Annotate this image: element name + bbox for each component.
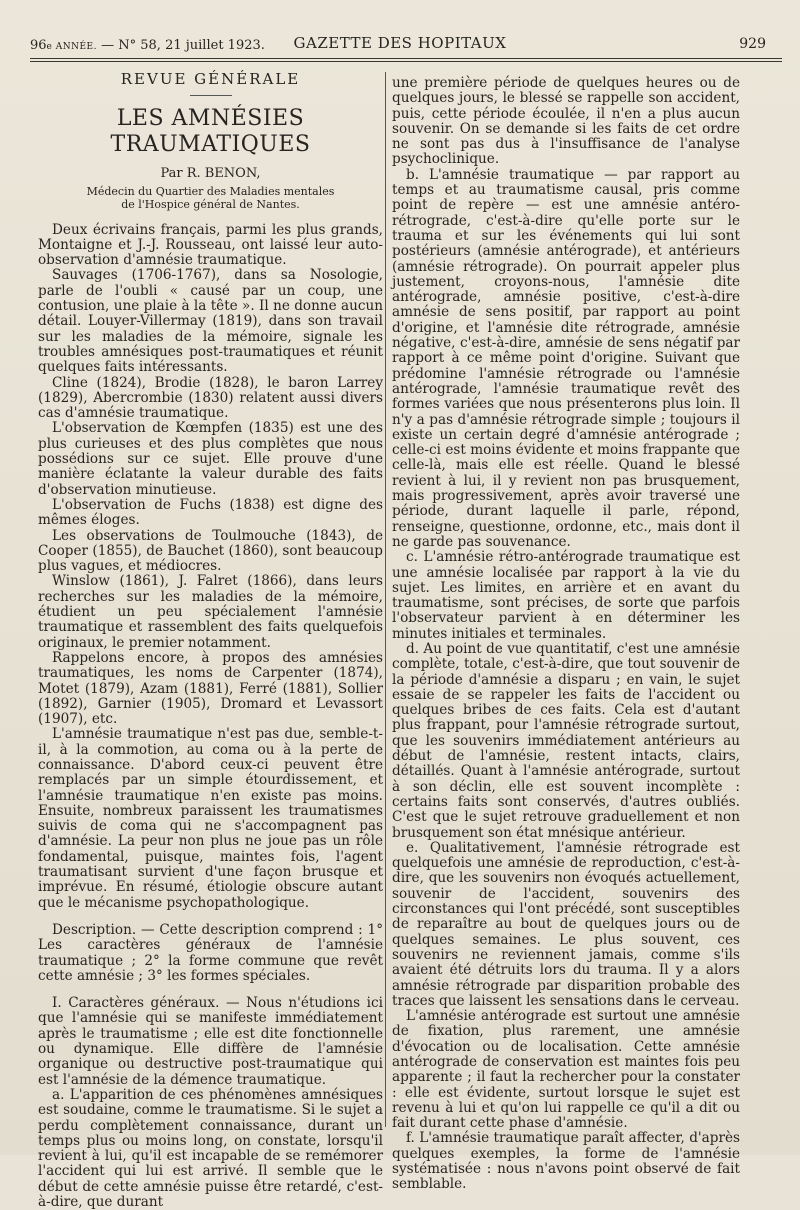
paragraph: L'observation de Kœmpfen (1835) est une des plus curieuses et des plus complètes que nous possédions sur ce sujet. Elle prouve d'une manière éclatante la valeur durable des faits d'observation minutieuse. [38, 420, 383, 498]
article-title: LES AMNÉSIES TRAUMATIQUES [110, 106, 311, 158]
author-affiliation [38, 185, 383, 211]
paragraph: L'observation de Fuchs (1838) est digne des mêmes éloges. [38, 496, 383, 529]
right-column [392, 76, 740, 1193]
issue-date: — N° 58, 21 juillet 1923. [101, 38, 265, 53]
paragraph-description: Description. — Cette description comprend : 1° Les caractères généraux de l'amnésie traumatique ; 2° la forme commune que revêt cette amnésie ; 3° les formes spéciales. [38, 921, 383, 984]
left-column [38, 72, 383, 1210]
header-rule-top [30, 58, 782, 59]
journal-name: GAZETTE DES HOPITAUX [293, 34, 507, 52]
paragraph: Winslow (1861), J. Falret (1866), dans leurs recherches sur les maladies de la mémoire, étudient un peu spécialement l'amnésie traumatique et rassemblent des faits quelquefois originaux, le premier notamment. [38, 573, 383, 651]
paragraph: Sauvages (1706-1767), dans sa Nosologie, parle de l'oubli « causé par un coup, une contusion, une plaie à la tête ». Il ne donne aucun détail. Louyer-Villermay (1819), dans son travail sur les maladies de la mémoire, signale les troubles amnésiques post-traumatiques et réunit quelques faits intéressants. [38, 267, 383, 376]
paragraph-general-characters: I. Caractères généraux. — Nous n'étudions ici que l'amnésie qui se manifeste immédiatement après le traumatisme ; elle est dite fonctionnelle ou dynamique. Elle diffère de l'amnésie organique ou destructive post-traumatique qui est l'amnésie de la démence traumatique. [38, 995, 383, 1088]
paragraph: d. Au point de vue quantitatif, c'est une amnésie complète, totale, c'est-à-dire, que tout souvenir de la période d'amnésie a disparu ; en vain, le sujet essaie de se rappeler les faits de l'accident ou quelques bribes de ces faits. Cela est d'autant plus frappant, pour l'amnésie rétrograde surtout, que les souvenirs immédiatement antérieurs au début de l'amnésie, restent intacts, clairs, détaillés. Quant à l'amnésie antérograde, surtout à son déclin, elle est souvent incomplète : certains faits sont conservés, d'autres oubliés. C'est que le sujet retrouve graduellement et non brusquement son état mnésique antérieur. [392, 640, 740, 841]
affiliation-line: de l'Hospice général de Nantes. [121, 197, 300, 211]
header-rule-bottom [30, 61, 782, 62]
paragraph: Cline (1824), Brodie (1828), le baron Larrey (1829), Abercrombie (1830) relatent aussi divers cas d'amnésie traumatique. [38, 374, 383, 422]
paragraph: Deux écrivains français, parmi les plus grands, Montaigne et J.-J. Rousseau, ont laissé leur auto-observation d'amnésie traumatique. [38, 221, 383, 269]
paragraph: c. L'amnésie rétro-antérograde traumatique est une amnésie localisée par rapport à la vie du sujet. Les limites, en arrière et en avant du traumatisme, sont précises, de sorte que parfois l'observateur parvient à en déterminer les minutes initiales et terminales. [392, 549, 740, 642]
paragraph: une première période de quelques heures ou de quelques jours, le blessé se rappelle son accident, puis, cette période écoulée, il n'en a plus aucun souvenir. On se demande si les faits de cet ordre ne sont pas dus à l'insuffisance de l'analyse psychoclinique. [392, 75, 740, 168]
article-author: Par R. BENON, [160, 166, 261, 182]
paragraph: L'amnésie traumatique n'est pas due, semble-t-il, à la commotion, au coma ou à la perte de connaissance. D'abord ceux-ci peuvent être remplacés par un simple étourdissement, et l'amnésie traumatique n'en existe pas moins. Ensuite, nombreux paraissent les traumatismes suivis de coma qui ne s'accompagnent pas d'amnésie. La peur non plus ne joue pas un rôle fondamental, puisque, maintes fois, l'agent traumatisant survient d'une façon brusque et imprévue. En résumé, étiologie obscure autant que le mécanisme psychopathologique. [38, 726, 383, 911]
edition-label: e ANNÉE. [46, 42, 97, 52]
affiliation-line: Médecin du Quartier des Maladies mentales [86, 184, 335, 198]
column-divider [385, 72, 386, 1127]
paragraph: a. L'apparition de ces phénomènes amnésiques est soudaine, comme le traumatisme. Si le sujet a perdu complètement connaissance, durant un temps plus ou moins long, on constate, lorsqu'il revient à lui, qu'il est incapable de se remémorer l'accident qui lui est arrivé. Il semble que le début de cette amnésie puisse être retardé, c'est-à-dire, que durant [38, 1086, 383, 1210]
paragraph: f. L'amnésie traumatique paraît affecter, d'après quelques exemples, la forme de l'amnésie systématisée : nous n'avons point observé de fait semblable. [392, 1130, 740, 1193]
paragraph: Rappelons encore, à propos des amnésies traumatiques, les noms de Carpenter (1874), Motet (1879), Azam (1881), Ferré (1881), Sollier (1892), Garnier (1905), Dromard et Levassort (1907), etc. [38, 649, 383, 728]
edition-number: 96 [30, 38, 47, 53]
page-number: 929 [739, 36, 766, 52]
paragraph: Les observations de Toulmouche (1843), de Cooper (1855), de Bauchet (1860), sont beaucoup plus vagues, et médiocres. [38, 527, 383, 575]
title-divider [190, 95, 232, 96]
paragraph: e. Qualitativement, l'amnésie rétrograde est quelquefois une amnésie de reproduction, c'est-à-dire, que les souvenirs non évoqués actuellement, souvenir de l'accident, souvenirs des circonstances qui l'ont précédé, sont susceptibles de reparaître au bout de quelques jours ou de quelques semaines. Le plus souvent, ces souvenirs ne reviennent jamais, comme s'ils avaient été détruits lors du trauma. Il y a alors amnésie rétrograde par disparition probable des traces que laissent les sensations dans le cerveau. [392, 839, 740, 1009]
paragraph: b. L'amnésie traumatique — par rapport au temps et au traumatisme causal, pris comme point de repère — est une amnésie antéro-rétrograde, c'est-à-dire qu'elle porte sur le trauma et sur les événements qui lui sont postérieurs (amnésie antérograde), et antérieurs (amnésie rétrograde). On pourrait appeler plus justement, croyons-nous, l'amnésie dite antérograde, amnésie positive, c'est-à-dire amnésie de sens positif, par rapport au point d'origine, et l'amnésie dite rétrograde, amnésie négative, c'est-à-dire, amnésie de sens négatif par rapport à ce même point d'origine. Suivant que prédomine l'amnésie rétrograde ou l'amnésie antérograde, l'amnésie traumatique revêt des formes variées que nous présenterons plus loin. Il n'y a pas d'amnésie rétrograde simple ; toujours il existe un certain degré d'amnésie antérograde ; celle-ci est moins évidente et moins frappante que celle-là, mais elle est réelle. Quand le blessé revient à lui, il y revient non pas brusquement, mais progressivement, après avoir traversé une période, durant laquelle il parle, répond, renseigne, questionne, ordonne, etc., mais dont il ne garde pas souvenance. [392, 166, 740, 550]
section-title: REVUE GÉNÉRALE [120, 70, 301, 88]
page-header [20, 32, 780, 54]
paragraph: L'amnésie antérograde est surtout une amnésie de fixation, plus rarement, une amnésie d'évocation ou de localisation. Cette amnésie antérograde de conservation est maintes fois peu apparente ; il faut la rechercher pour la constater : elle est évidente, surtout lorsque le sujet est revenu à lui et qu'on lui rappelle ce qu'il a dit ou fait durant cette phase d'amnésie. [392, 1008, 740, 1132]
